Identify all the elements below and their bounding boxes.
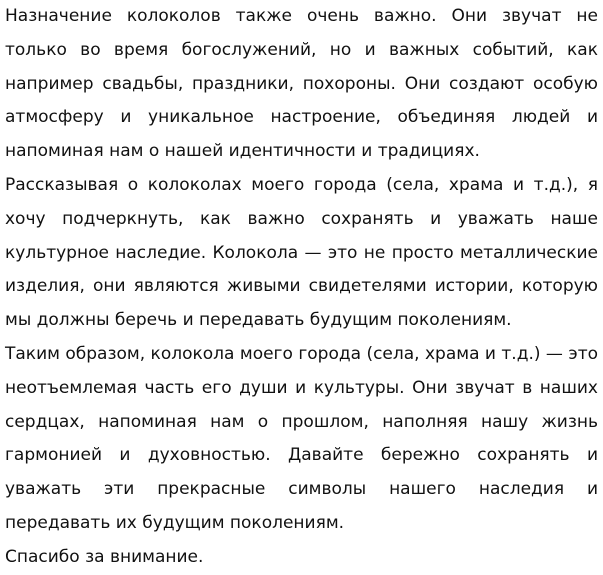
paragraph-thanks: Спасибо за внимание. bbox=[5, 546, 204, 567]
document-body bbox=[5, 0, 598, 575]
paragraph-bells-purpose: Назначение колоколов также очень важно. Они звучат не только во время богослужений, но и важных событий, как например свадьбы, праздники, похороны. Они создают особую атмосферу и уникальное настроение, объединяя людей и напоминая нам о нашей идентичности и традициях. bbox=[5, 6, 598, 162]
paragraph-cultural-heritage: Рассказывая о колоколах моего города (села, храма и т.д.), я хочу подчеркнуть, как важно сохранять и уважать наше культурное наследие. Колокола — это не просто металлические изделия, они являются живыми свидетелями истории, которую мы должны беречь и передавать будущим поколениям. bbox=[5, 174, 598, 331]
paragraph-conclusion: Таким образом, колокола моего города (села, храма и т.д.) — это неотъемлемая часть его души и культуры. Они звучат в наших сердцах, напоминая нам о прошлом, наполняя нашу жизнь гармонией и духовностью. Давайте бережно сохранять и уважать эти прекрасные символы нашего наследия и передавать их будущим поколениям. bbox=[5, 343, 598, 533]
